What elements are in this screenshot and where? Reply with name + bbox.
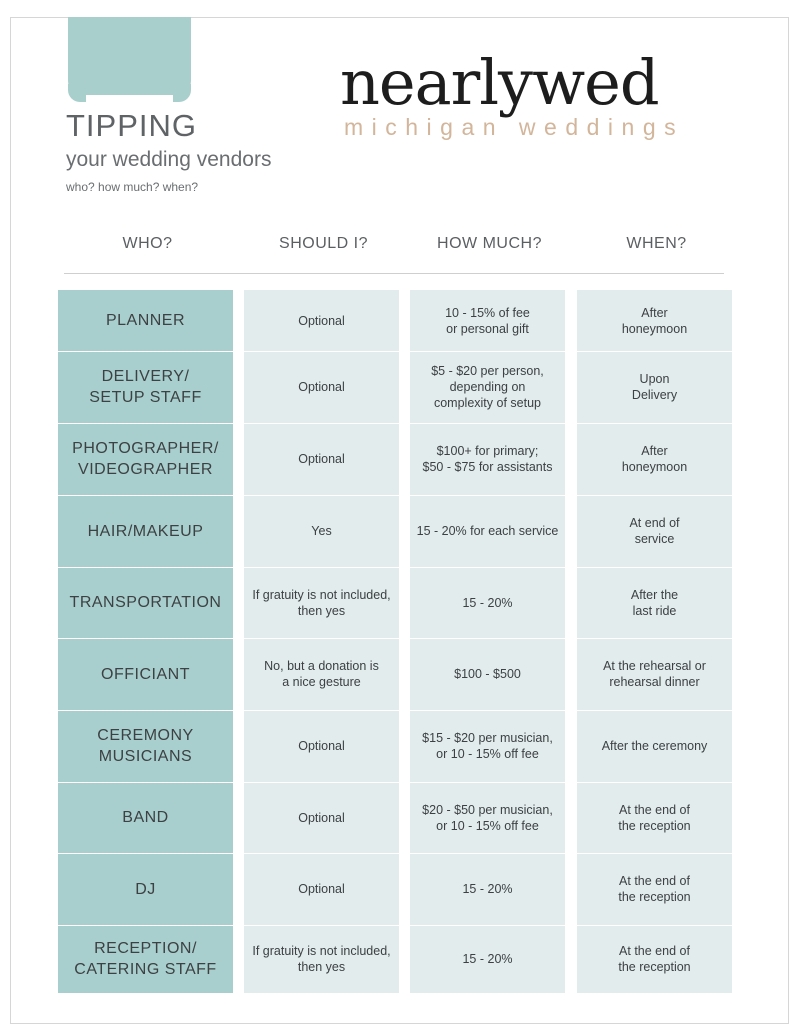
row-divider: [410, 567, 565, 568]
should-tip: Optional: [298, 313, 345, 328]
vendor-name: CEREMONY MUSICIANS: [97, 727, 194, 765]
table-row: [58, 782, 732, 853]
tip-timing: After honeymoon: [621, 305, 688, 336]
row-divider: [244, 567, 399, 568]
vendor-name: HAIR/MAKEUP: [87, 522, 204, 540]
row-divider: [410, 495, 565, 496]
vendor-name: DELIVERY/ SETUP STAFF: [89, 368, 202, 406]
table-row: [58, 853, 732, 925]
row-divider: [410, 351, 565, 352]
table-row: [58, 567, 732, 638]
vendor-name: OFFICIANT: [101, 665, 190, 683]
row-divider: [410, 638, 565, 639]
column-header-when: WHEN?: [626, 235, 687, 252]
row-divider: [577, 638, 732, 639]
brand-name: nearlywed: [340, 46, 659, 119]
tip-timing: At the end of the reception: [618, 944, 691, 974]
row-divider: [58, 782, 233, 783]
row-divider: [58, 638, 233, 639]
should-tip: Optional: [298, 452, 345, 466]
tip-amount: $5 - $20 per person, depending on complexity of setup: [431, 364, 544, 410]
should-tip: Optional: [298, 882, 345, 896]
column-header-how-much: HOW MUCH?: [437, 235, 542, 252]
row-divider: [577, 782, 732, 783]
row-divider: [58, 925, 233, 926]
table-row: [58, 495, 732, 567]
tip-amount: 15 - 20%: [462, 882, 513, 896]
should-tip: If gratuity is not included, then yes: [252, 944, 391, 974]
table-row: [58, 710, 732, 782]
table-row: [58, 290, 732, 351]
tip-timing: After honeymoon: [621, 444, 688, 474]
row-divider: [244, 853, 399, 854]
table-row: [58, 351, 732, 423]
row-divider: [577, 567, 732, 568]
tip-amount: 10 - 15% of fee or personal gift: [445, 305, 530, 336]
brand-logo: [340, 48, 720, 141]
tip-amount: $100 - $500: [454, 667, 521, 681]
row-divider: [410, 710, 565, 711]
row-divider: [58, 853, 233, 854]
header-divider: [64, 273, 724, 274]
vendor-name: DJ: [135, 880, 156, 898]
vendor-name: PHOTOGRAPHER/ VIDEOGRAPHER: [72, 440, 219, 478]
should-tip: Optional: [298, 380, 345, 394]
row-divider: [577, 351, 732, 352]
row-divider: [577, 423, 732, 424]
should-tip: Yes: [311, 524, 332, 538]
brand-tagline: michigan weddings: [344, 114, 685, 140]
tip-timing: At the rehearsal or rehearsal dinner: [603, 659, 706, 689]
table-row: [58, 423, 732, 495]
tip-timing: At the end of the reception: [618, 802, 691, 833]
tip-amount: $100+ for primary; $50 - $75 for assistants: [422, 444, 553, 474]
row-divider: [58, 495, 233, 496]
should-tip: No, but a donation is a nice gesture: [264, 659, 379, 689]
row-divider: [410, 423, 565, 424]
row-divider: [58, 423, 233, 424]
row-divider: [244, 782, 399, 783]
row-divider: [577, 495, 732, 496]
row-divider: [410, 853, 565, 854]
tip-timing: After the ceremony: [601, 739, 708, 753]
row-divider: [577, 710, 732, 711]
vendor-name: BAND: [122, 809, 169, 826]
tip-amount: 15 - 20%: [462, 595, 513, 610]
row-divider: [410, 925, 565, 926]
table-row: [58, 925, 732, 993]
should-tip: If gratuity is not included, then yes: [252, 587, 391, 618]
tip-amount: $15 - $20 per musician, or 10 - 15% off fee: [422, 731, 553, 761]
row-divider: [58, 351, 233, 352]
column-header-should: SHOULD I?: [279, 235, 368, 252]
row-divider: [410, 782, 565, 783]
row-divider: [244, 423, 399, 424]
row-divider: [244, 638, 399, 639]
row-divider: [244, 495, 399, 496]
tip-timing: Upon Delivery: [631, 372, 678, 402]
column-header-who: WHO?: [122, 235, 173, 252]
tip-timing: At end of service: [629, 516, 680, 546]
tip-timing: At the end of the reception: [618, 874, 691, 904]
table-row: [58, 638, 732, 710]
row-divider: [244, 710, 399, 711]
row-divider: [244, 351, 399, 352]
page-title: TIPPING: [66, 108, 198, 143]
page-tagline: who? how much? when?: [66, 180, 199, 194]
row-divider: [577, 853, 732, 854]
decorative-tab: [68, 17, 191, 95]
tip-amount: $20 - $50 per musician, or 10 - 15% off fee: [422, 802, 553, 833]
should-tip: Optional: [298, 739, 345, 753]
row-divider: [244, 925, 399, 926]
vendor-name: RECEPTION/ CATERING STAFF: [74, 940, 217, 978]
page-subtitle: your wedding vendors: [66, 148, 272, 171]
row-divider: [577, 925, 732, 926]
should-tip: Optional: [298, 810, 345, 825]
vendor-name: TRANSPORTATION: [69, 594, 222, 611]
tip-timing: After the last ride: [630, 587, 679, 618]
table-header: [60, 235, 732, 259]
tip-amount: 15 - 20%: [462, 952, 513, 966]
row-divider: [58, 710, 233, 711]
vendor-name: PLANNER: [105, 312, 186, 329]
row-divider: [58, 567, 233, 568]
tip-amount: 15 - 20% for each service: [416, 524, 559, 538]
